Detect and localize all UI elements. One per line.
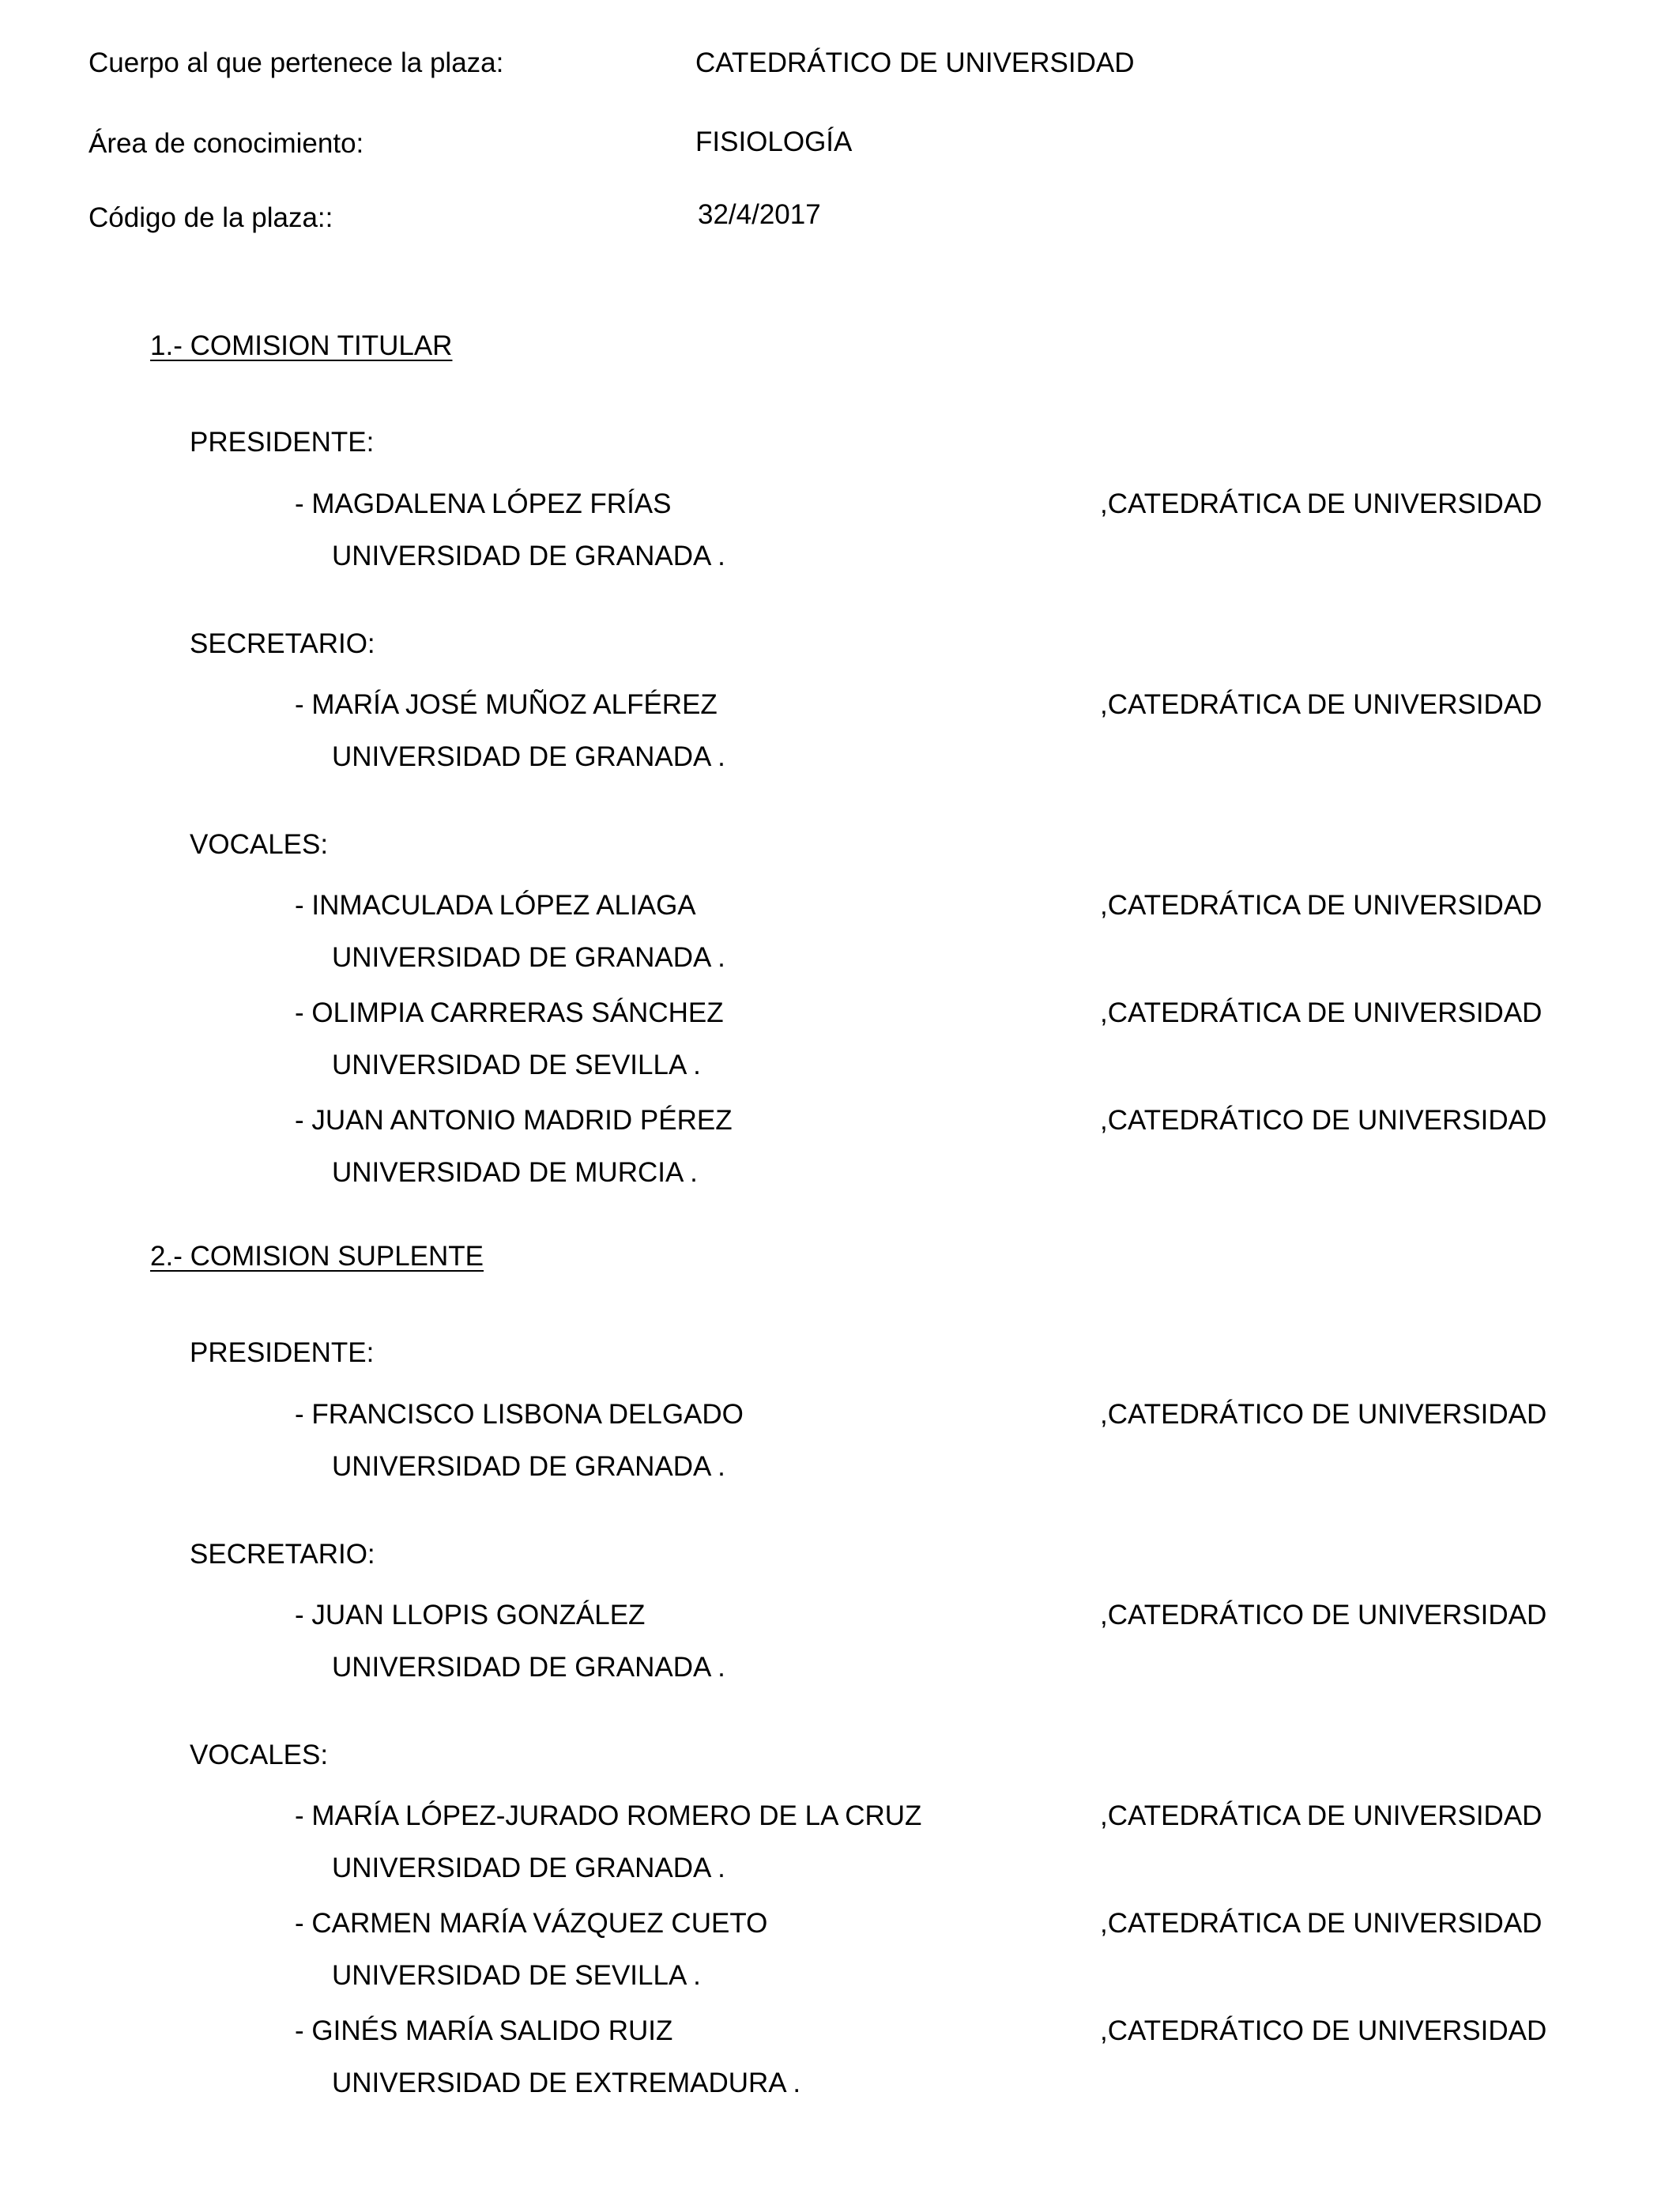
titular-secretario-label: SECRETARIO: <box>190 628 375 659</box>
cuerpo-label: Cuerpo al que pertenece la plaza: <box>89 47 504 78</box>
member-name: - JUAN LLOPIS GONZÁLEZ <box>295 1600 646 1630</box>
member-name: - OLIMPIA CARRERAS SÁNCHEZ <box>295 997 724 1028</box>
cuerpo-value: CATEDRÁTICO DE UNIVERSIDAD <box>695 47 1135 78</box>
member-role: ,CATEDRÁTICA DE UNIVERSIDAD <box>1100 689 1543 720</box>
member-role: ,CATEDRÁTICA DE UNIVERSIDAD <box>1100 890 1543 921</box>
titular-presidente-label: PRESIDENTE: <box>190 427 375 458</box>
member-name: - MARÍA LÓPEZ-JURADO ROMERO DE LA CRUZ <box>295 1800 922 1831</box>
member-university: UNIVERSIDAD DE GRANADA . <box>332 1652 725 1683</box>
member-role: ,CATEDRÁTICO DE UNIVERSIDAD <box>1100 1600 1547 1630</box>
titular-heading: 1.- COMISION TITULAR <box>150 330 453 361</box>
member-role: ,CATEDRÁTICO DE UNIVERSIDAD <box>1100 2015 1547 2046</box>
titular-vocales-label: VOCALES: <box>190 829 329 860</box>
member-university: UNIVERSIDAD DE SEVILLA . <box>332 1960 701 1991</box>
member-role: ,CATEDRÁTICA DE UNIVERSIDAD <box>1100 997 1543 1028</box>
member-university: UNIVERSIDAD DE EXTREMADURA . <box>332 2068 801 2098</box>
area-label: Área de conocimiento: <box>89 128 364 159</box>
member-university: UNIVERSIDAD DE MURCIA . <box>332 1157 698 1188</box>
member-university: UNIVERSIDAD DE GRANADA . <box>332 1451 725 1482</box>
suplente-heading: 2.- COMISION SUPLENTE <box>150 1241 484 1272</box>
member-role: ,CATEDRÁTICO DE UNIVERSIDAD <box>1100 1399 1547 1430</box>
member-name: - INMACULADA LÓPEZ ALIAGA <box>295 890 696 921</box>
member-name: - FRANCISCO LISBONA DELGADO <box>295 1399 744 1430</box>
member-name: - CARMEN MARÍA VÁZQUEZ CUETO <box>295 1908 768 1939</box>
member-role: ,CATEDRÁTICO DE UNIVERSIDAD <box>1100 1105 1547 1136</box>
codigo-value: 32/4/2017 <box>698 199 821 230</box>
member-role: ,CATEDRÁTICA DE UNIVERSIDAD <box>1100 1800 1543 1831</box>
member-name: - MARÍA JOSÉ MUÑOZ ALFÉREZ <box>295 689 718 720</box>
member-university: UNIVERSIDAD DE GRANADA . <box>332 741 725 772</box>
suplente-secretario-label: SECRETARIO: <box>190 1539 375 1570</box>
suplente-vocales-label: VOCALES: <box>190 1740 329 1770</box>
area-value: FISIOLOGÍA <box>695 126 853 157</box>
member-role: ,CATEDRÁTICA DE UNIVERSIDAD <box>1100 488 1543 519</box>
member-university: UNIVERSIDAD DE GRANADA . <box>332 1853 725 1883</box>
member-role: ,CATEDRÁTICA DE UNIVERSIDAD <box>1100 1908 1543 1939</box>
member-name: - GINÉS MARÍA SALIDO RUIZ <box>295 2015 673 2046</box>
codigo-label: Código de la plaza:: <box>89 202 333 233</box>
member-university: UNIVERSIDAD DE GRANADA . <box>332 942 725 973</box>
member-name: - MAGDALENA LÓPEZ FRÍAS <box>295 488 672 519</box>
suplente-presidente-label: PRESIDENTE: <box>190 1337 375 1368</box>
member-university: UNIVERSIDAD DE SEVILLA . <box>332 1050 701 1080</box>
member-university: UNIVERSIDAD DE GRANADA . <box>332 541 725 571</box>
member-name: - JUAN ANTONIO MADRID PÉREZ <box>295 1105 733 1136</box>
